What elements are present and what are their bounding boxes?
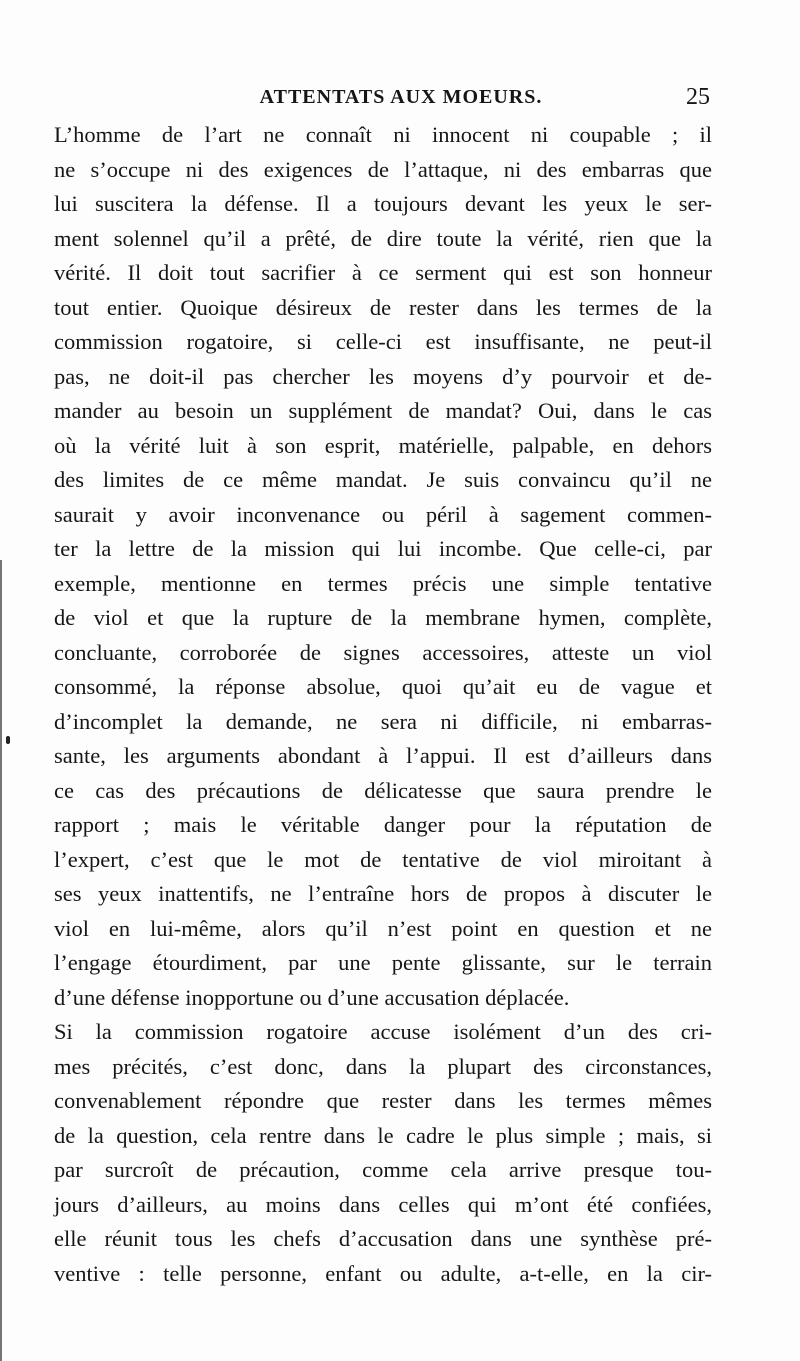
text-line: par surcroît de précaution, comme cela arrive presque tou- <box>54 1157 712 1182</box>
text-line: de viol et que la rupture de la membrane hymen, complète, <box>54 605 712 630</box>
text-line: ment solennel qu’il a prêté, de dire toute la vérité, rien que la <box>54 225 712 251</box>
text-line: vérité. Il doit tout sacrifier à ce serment qui est son honneur <box>54 260 712 285</box>
text-line: l’engage étourdiment, par une pente glissante, sur le terrain <box>54 950 712 975</box>
text-line: Si la commission rogatoire accuse isolément d’un des cri- <box>54 1019 712 1044</box>
text-line: de la question, cela rentre dans le cadre le plus simple ; mais, si <box>54 1122 712 1148</box>
text-line: consommé, la réponse absolue, quoi qu’ait eu de vague et <box>54 674 712 699</box>
running-title: ATTENTATS AUX MOEURS. <box>259 86 543 108</box>
text-line: exemple, mentionne en termes précis une simple tentative <box>54 570 712 596</box>
body-text <box>54 118 712 1291</box>
text-line: sante, les arguments abondant à l’appui. Il est d’ailleurs dans <box>54 743 712 768</box>
text-line: commission rogatoire, si celle-ci est insuffisante, ne peut-il <box>54 329 712 354</box>
text-line: L’homme de l’art ne connaît ni innocent ni coupable ; il <box>54 122 712 147</box>
text-line: d’une défense inopportune ou d’une accusation déplacée. <box>54 984 570 1010</box>
text-line: saurait y avoir inconvenance ou péril à sagement commen- <box>54 501 712 527</box>
text-line: jours d’ailleurs, au moins dans celles qui m’ont été confiées, <box>54 1191 712 1217</box>
page-number: 25 <box>686 84 710 110</box>
text-line: ses yeux inattentifs, ne l’entraîne hors de propos à discuter le <box>54 881 712 906</box>
text-line: rapport ; mais le véritable danger pour la réputation de <box>54 812 712 837</box>
page-binding-mark <box>6 736 10 744</box>
page-binding-edge <box>0 560 8 1361</box>
text-line: mes précités, c’est donc, dans la plupart des circonstances, <box>54 1053 712 1079</box>
text-line: viol en lui-même, alors qu’il n’est point en question et ne <box>54 915 712 941</box>
running-head <box>92 86 710 114</box>
text-line: d’incomplet la demande, ne sera ni difficile, ni embarras- <box>54 708 712 734</box>
text-line: ce cas des précautions de délicatesse que saura prendre le <box>54 777 712 803</box>
text-line: convenablement répondre que rester dans les termes mêmes <box>54 1088 712 1113</box>
text-line: concluante, corroborée de signes accessoires, atteste un viol <box>54 639 712 665</box>
text-line: où la vérité luit à son esprit, matérielle, palpable, en dehors <box>54 432 712 458</box>
text-line: des limites de ce même mandat. Je suis convaincu qu’il ne <box>54 467 712 492</box>
text-line: mander au besoin un supplément de mandat? Oui, dans le cas <box>54 398 712 423</box>
text-line: ne s’occupe ni des exigences de l’attaque, ni des embarras que <box>54 156 712 182</box>
text-line: l’expert, c’est que le mot de tentative de viol miroitant à <box>54 846 712 872</box>
text-line: elle réunit tous les chefs d’accusation dans une synthèse pré- <box>54 1226 712 1251</box>
text-line: tout entier. Quoique désireux de rester dans les termes de la <box>54 294 712 320</box>
text-line: ventive : telle personne, enfant ou adulte, a-t-elle, en la cir- <box>54 1260 712 1286</box>
text-line: pas, ne doit-il pas chercher les moyens d’y pourvoir et de- <box>54 363 712 389</box>
text-line: ter la lettre de la mission qui lui incombe. Que celle-ci, par <box>54 536 712 561</box>
text-line: lui suscitera la défense. Il a toujours devant les yeux le ser- <box>54 191 712 216</box>
